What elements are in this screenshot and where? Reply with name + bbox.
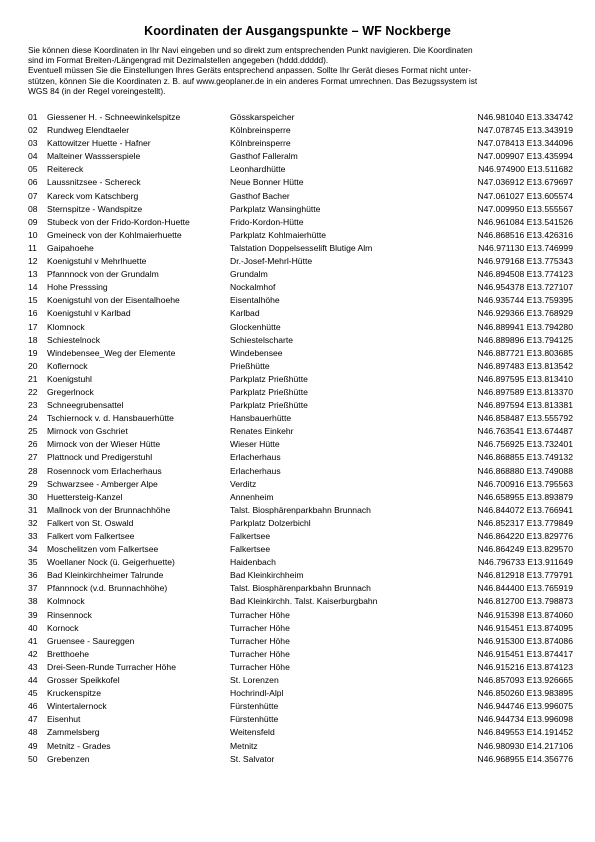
entry-location: Parkplatz Prießhütte bbox=[230, 386, 308, 397]
entry-coordinates: N46.850260 E13.983895 bbox=[477, 688, 573, 699]
list-item bbox=[28, 176, 573, 189]
entry-location: Parkplatz Kohlmaierhütte bbox=[230, 229, 327, 240]
list-item bbox=[28, 753, 573, 766]
entry-coordinates: N46.858487 E13.555792 bbox=[477, 413, 573, 424]
entry-name: Gruensee - Saureggen bbox=[47, 635, 135, 646]
entry-location: Windebensee bbox=[230, 347, 283, 358]
entry-location: Bad Kleinkirchh. Talst. Kaiserburgbahn bbox=[230, 596, 378, 607]
entry-name: Kareck vom Katschberg bbox=[47, 190, 139, 201]
entry-name: Huettersteig-Kanzel bbox=[47, 491, 123, 502]
entry-name: Bretthoehe bbox=[47, 648, 90, 659]
entry-location: Parkplatz Wansinghütte bbox=[230, 203, 321, 214]
entry-coordinates: N47.009950 E13.555567 bbox=[477, 203, 573, 214]
entry-name: Rosennock vom Erlacherhaus bbox=[47, 465, 162, 476]
entry-name: Rinsennock bbox=[47, 609, 92, 620]
entry-coordinates: N46.868880 E13.749088 bbox=[477, 465, 573, 476]
entry-name: Rundweg Elendtaeler bbox=[47, 125, 130, 136]
entry-location: Nockalmhof bbox=[230, 282, 276, 293]
entry-number: 39 bbox=[28, 609, 38, 620]
list-item bbox=[28, 242, 573, 255]
entry-name: Falkert von St. Oswald bbox=[47, 517, 134, 528]
list-item bbox=[28, 307, 573, 320]
entry-number: 04 bbox=[28, 151, 38, 162]
entry-location: Kölnbreinsperre bbox=[230, 125, 291, 136]
list-item bbox=[28, 569, 573, 582]
entry-coordinates: N46.979168 E13.775343 bbox=[477, 256, 573, 267]
entry-location: Grundalm bbox=[230, 269, 268, 280]
entry-name: Kattowitzer Huette - Hafner bbox=[47, 138, 151, 149]
list-item bbox=[28, 229, 573, 242]
entry-location: Turracher Höhe bbox=[230, 635, 290, 646]
entry-location: Fürstenhütte bbox=[230, 714, 279, 725]
entry-coordinates: N47.036912 E13.679697 bbox=[477, 177, 573, 188]
entry-location: Gösskarspeicher bbox=[230, 112, 295, 122]
entry-name: Woellaner Nock (ü. Geigerhuette) bbox=[47, 557, 175, 568]
entry-location: Eisentalhöhe bbox=[230, 295, 280, 306]
list-item bbox=[28, 556, 573, 569]
entry-number: 45 bbox=[28, 688, 38, 699]
entry-location: Prießhütte bbox=[230, 360, 270, 371]
entry-coordinates: N46.812700 E13.798873 bbox=[477, 596, 573, 607]
list-item bbox=[28, 124, 573, 137]
entry-coordinates: N46.961084 E13.541526 bbox=[477, 216, 573, 227]
entry-location: Talst. Biosphärenparkbahn Brunnach bbox=[230, 583, 371, 594]
entry-number: 28 bbox=[28, 465, 38, 476]
entry-name: Moschelitzen vom Falkertsee bbox=[47, 544, 159, 555]
entry-name: Bad Kleinkirchheimer Talrunde bbox=[47, 570, 164, 581]
entry-coordinates: N46.852317 E13.779849 bbox=[477, 517, 573, 528]
entry-location: Parkplatz Prießhütte bbox=[230, 400, 308, 411]
list-item bbox=[28, 334, 573, 347]
entry-name: Laussnitzsee - Schereck bbox=[47, 177, 141, 188]
entry-number: 15 bbox=[28, 295, 38, 306]
list-item bbox=[28, 321, 573, 334]
entry-coordinates: N46.889896 E13.794125 bbox=[477, 334, 573, 345]
entry-location: Turracher Höhe bbox=[230, 648, 290, 659]
entry-number: 31 bbox=[28, 504, 38, 515]
entry-number: 14 bbox=[28, 282, 38, 293]
list-item bbox=[28, 399, 573, 412]
entry-number: 02 bbox=[28, 125, 38, 136]
entry-location: Gasthof Falleralm bbox=[230, 151, 298, 162]
list-item bbox=[28, 451, 573, 464]
entry-name: Tschiernock v. d. Hansbauerhütte bbox=[47, 413, 174, 424]
list-item bbox=[28, 425, 573, 438]
entry-name: Windebensee_Weg der Elemente bbox=[47, 347, 176, 358]
entry-location: St. Salvator bbox=[230, 753, 275, 764]
intro-line: Sie können diese Koordinaten in Ihr Navi eingeben und so direkt zum entsprechenden Punkt navigieren. Die Koordinaten bbox=[28, 45, 473, 55]
entry-number: 41 bbox=[28, 635, 38, 646]
entry-location: Turracher Höhe bbox=[230, 609, 290, 620]
entry-name: Kruckenspitze bbox=[47, 688, 101, 699]
entry-number: 48 bbox=[28, 727, 38, 738]
intro-line: sind im Format Breiten-/Längengrad mit Dezimalstellen angegeben (hddd.ddddd). bbox=[28, 55, 329, 66]
entry-coordinates: N46.897594 E13.813381 bbox=[477, 400, 573, 411]
entry-name: Plattnock und Predigerstuhl bbox=[47, 452, 153, 463]
entry-coordinates: N46.980930 E14.217106 bbox=[477, 740, 573, 751]
entry-number: 13 bbox=[28, 269, 38, 280]
list-item bbox=[28, 635, 573, 648]
list-item bbox=[28, 294, 573, 307]
entry-number: 42 bbox=[28, 648, 38, 659]
entry-coordinates: N46.864249 E13.829570 bbox=[477, 544, 573, 555]
entry-number: 30 bbox=[28, 491, 38, 502]
list-item bbox=[28, 465, 573, 478]
entry-number: 22 bbox=[28, 386, 38, 397]
entry-location: Schiestelscharte bbox=[230, 334, 294, 345]
entry-number: 47 bbox=[28, 714, 38, 725]
entry-number: 49 bbox=[28, 740, 38, 751]
entry-number: 08 bbox=[28, 203, 38, 214]
entry-name: Eisenhut bbox=[47, 714, 81, 725]
entry-location: Weitensfeld bbox=[230, 727, 275, 738]
entry-name: Hohe Presssing bbox=[47, 282, 108, 293]
list-item bbox=[28, 661, 573, 674]
entry-coordinates: N46.796733 E13.911649 bbox=[478, 557, 573, 568]
entry-coordinates: N46.763541 E13.674487 bbox=[477, 426, 573, 437]
list-item bbox=[28, 255, 573, 268]
list-item bbox=[28, 478, 573, 491]
list-item bbox=[28, 740, 573, 753]
entry-number: 11 bbox=[28, 242, 37, 253]
entry-coordinates: N46.944734 E13.996098 bbox=[477, 714, 573, 725]
entry-coordinates: N46.894508 E13.774123 bbox=[477, 269, 573, 280]
entry-coordinates: N46.849553 E14.191452 bbox=[477, 727, 573, 738]
entry-location: Kölnbreinsperre bbox=[230, 138, 291, 149]
entry-name: Wintertalernock bbox=[47, 701, 107, 712]
entry-location: Gasthof Bacher bbox=[230, 190, 290, 201]
entry-location: Hochrindl-Alpl bbox=[230, 688, 284, 699]
list-item bbox=[28, 687, 573, 700]
entry-number: 50 bbox=[28, 753, 38, 764]
entry-number: 33 bbox=[28, 531, 38, 541]
entry-name: Koenigstuhl v Mehrlhuette bbox=[47, 256, 147, 267]
entry-coordinates: N46.700916 E13.795563 bbox=[477, 478, 573, 489]
entry-location: Frido-Kordon-Hütte bbox=[230, 216, 304, 227]
entry-location: Bad Kleinkirchheim bbox=[230, 570, 304, 581]
entry-number: 24 bbox=[28, 413, 38, 424]
entry-number: 32 bbox=[28, 517, 38, 528]
entry-coordinates: N46.868855 E13.749132 bbox=[477, 452, 573, 463]
entry-name: Kornock bbox=[47, 622, 79, 633]
entry-number: 23 bbox=[28, 400, 38, 411]
entry-name: Koenigstuhl von der Eisentalhoehe bbox=[47, 295, 180, 306]
entry-coordinates: N46.887721 E13.803685 bbox=[477, 347, 573, 358]
entry-coordinates: N46.844072 E13.766941 bbox=[477, 504, 573, 515]
entry-number: 46 bbox=[28, 701, 38, 712]
entry-location: Neue Bonner Hütte bbox=[230, 177, 304, 188]
entry-location: Falkertsee bbox=[230, 544, 271, 555]
entry-coordinates: N46.915216 E13.874123 bbox=[477, 661, 573, 672]
entry-number: 16 bbox=[28, 308, 38, 319]
entry-name: Reitereck bbox=[47, 164, 84, 175]
entry-coordinates: N46.897595 E13.813410 bbox=[477, 373, 573, 384]
entry-location: Falkertsee bbox=[230, 531, 271, 541]
list-item bbox=[28, 438, 573, 451]
entry-name: Sternspitze - Wandspitze bbox=[47, 203, 143, 214]
entry-name: Mallnock von der Brunnachhöhe bbox=[47, 504, 171, 515]
entry-name: Pfannnock (v.d. Brunnachhöhe) bbox=[47, 583, 168, 594]
entry-location: Wieser Hütte bbox=[230, 439, 280, 450]
list-item bbox=[28, 504, 573, 517]
entry-coordinates: N46.868516 E13.426316 bbox=[477, 229, 573, 240]
entry-number: 44 bbox=[28, 675, 38, 686]
entry-location: Leonhardhütte bbox=[230, 164, 286, 175]
list-item bbox=[28, 268, 573, 281]
entry-number: 19 bbox=[28, 347, 38, 358]
entry-coordinates: N46.897589 E13.813370 bbox=[477, 386, 573, 397]
list-item bbox=[28, 595, 573, 608]
entry-location: Glockenhütte bbox=[230, 321, 281, 332]
coordinate-list bbox=[28, 111, 573, 766]
entry-coordinates: N46.929366 E13.768929 bbox=[477, 308, 573, 319]
entry-coordinates: N47.061027 E13.605574 bbox=[477, 190, 573, 201]
entry-number: 05 bbox=[28, 164, 38, 175]
entry-name: Zammelsberg bbox=[47, 727, 100, 738]
list-item bbox=[28, 412, 573, 425]
entry-number: 20 bbox=[28, 360, 38, 371]
list-item bbox=[28, 543, 573, 556]
list-item bbox=[28, 347, 573, 360]
entry-name: Falkert vom Falkertsee bbox=[47, 531, 135, 541]
entry-number: 21 bbox=[28, 373, 38, 384]
entry-location: Talst. Biosphärenparkbahn Brunnach bbox=[230, 504, 371, 515]
entry-location: Haidenbach bbox=[230, 557, 276, 568]
entry-number: 03 bbox=[28, 138, 38, 149]
intro-line: Eventuell müssen Sie die Einstellungen Ihres Geräts entsprechend anpassen. Sollte Ihr Gerät dieses Format nicht unter- bbox=[28, 65, 472, 76]
entry-coordinates: N46.658955 E13.893879 bbox=[477, 491, 573, 502]
entry-number: 26 bbox=[28, 439, 38, 450]
list-item bbox=[28, 111, 573, 124]
entry-location: Erlacherhaus bbox=[230, 465, 281, 476]
entry-number: 43 bbox=[28, 661, 38, 672]
entry-number: 17 bbox=[28, 321, 38, 332]
list-item bbox=[28, 517, 573, 530]
entry-name: Mirnock von Gschriet bbox=[47, 426, 128, 437]
entry-coordinates: N47.009907 E13.435994 bbox=[477, 151, 573, 162]
entry-location: Verditz bbox=[230, 478, 257, 489]
entry-coordinates: N46.974900 E13.511682 bbox=[478, 164, 573, 175]
entry-location: Karlbad bbox=[230, 308, 260, 319]
entry-location: Renates Einkehr bbox=[230, 426, 294, 437]
intro-line: stützen, können Sie die Koordinaten z. B. auf www.geoplaner.de in ein anderes Format umrechnen. Das Bezugssystem ist bbox=[28, 75, 478, 86]
list-item bbox=[28, 386, 573, 399]
entry-coordinates: N46.968955 E14.356776 bbox=[477, 753, 573, 764]
entry-coordinates: N46.981040 E13.334742 bbox=[477, 112, 573, 122]
list-item bbox=[28, 150, 573, 163]
entry-name: Gregerlnock bbox=[47, 386, 94, 397]
entry-location: Hansbauerhütte bbox=[230, 413, 292, 424]
list-item bbox=[28, 203, 573, 216]
entry-name: Metnitz - Grades bbox=[47, 740, 111, 751]
entry-name: Grebenzen bbox=[47, 753, 90, 764]
entry-name: Drei-Seen-Runde Turracher Höhe bbox=[47, 661, 176, 672]
entry-name: Schneegrubensattel bbox=[47, 400, 124, 411]
entry-number: 10 bbox=[28, 229, 38, 240]
entry-number: 29 bbox=[28, 478, 38, 489]
entry-name: Schiestelnock bbox=[47, 334, 101, 345]
entry-coordinates: N46.935744 E13.759395 bbox=[477, 295, 573, 306]
entry-number: 40 bbox=[28, 622, 38, 633]
entry-location: Parkplatz Prießhütte bbox=[230, 373, 308, 384]
entry-number: 25 bbox=[28, 426, 38, 437]
list-item bbox=[28, 491, 573, 504]
entry-name: Schwarzsee - Amberger Alpe bbox=[47, 478, 158, 489]
entry-location: Erlacherhaus bbox=[230, 452, 281, 463]
entry-name: Gmeineck von der Kohlmaierhuette bbox=[47, 229, 182, 240]
list-item bbox=[28, 700, 573, 713]
list-item bbox=[28, 648, 573, 661]
entry-location: St. Lorenzen bbox=[230, 675, 279, 686]
intro-line: WGS 84 (in der Regel voreingestellt). bbox=[28, 85, 166, 96]
entry-number: 06 bbox=[28, 177, 38, 188]
list-item bbox=[28, 190, 573, 203]
entry-location: Fürstenhütte bbox=[230, 701, 279, 712]
entry-name: Mirnock von der Wieser Hütte bbox=[47, 439, 161, 450]
list-item bbox=[28, 609, 573, 622]
entry-number: 36 bbox=[28, 570, 38, 581]
entry-number: 12 bbox=[28, 256, 38, 267]
entry-number: 07 bbox=[28, 190, 38, 201]
entry-coordinates: N46.812918 E13.779791 bbox=[477, 570, 573, 581]
entry-number: 34 bbox=[28, 544, 38, 555]
entry-location: Annenheim bbox=[230, 491, 274, 502]
list-item bbox=[28, 281, 573, 294]
entry-coordinates: N47.078745 E13.343919 bbox=[477, 125, 573, 136]
entry-coordinates: N46.954378 E13.727107 bbox=[477, 282, 573, 293]
list-item bbox=[28, 582, 573, 595]
list-item bbox=[28, 163, 573, 176]
entry-coordinates: N46.915451 E13.874095 bbox=[477, 622, 573, 633]
entry-number: 38 bbox=[28, 596, 38, 607]
entry-coordinates: N47.078413 E13.344096 bbox=[477, 138, 573, 149]
entry-coordinates: N46.756925 E13.732401 bbox=[477, 439, 573, 450]
entry-coordinates: N46.889941 E13.794280 bbox=[477, 321, 573, 332]
entry-number: 35 bbox=[28, 557, 38, 568]
entry-number: 01 bbox=[28, 112, 38, 122]
entry-coordinates: N46.897483 E13.813542 bbox=[477, 360, 573, 371]
intro-text bbox=[28, 45, 573, 96]
entry-name: Gaipahoehe bbox=[47, 242, 94, 253]
entry-coordinates: N46.971130 E13.746999 bbox=[478, 242, 573, 253]
entry-coordinates: N46.915398 E13.874060 bbox=[477, 609, 573, 620]
entry-name: Koflernock bbox=[47, 360, 88, 371]
entry-coordinates: N46.864220 E13.829776 bbox=[477, 531, 573, 541]
entry-name: Koenigstuhl v Karlbad bbox=[47, 308, 131, 319]
entry-name: Giessener H. - Schneewinkelspitze bbox=[47, 112, 181, 122]
entry-number: 27 bbox=[28, 452, 38, 463]
list-item bbox=[28, 726, 573, 739]
entry-location: Dr.-Josef-Mehrl-Hütte bbox=[230, 256, 313, 267]
list-item bbox=[28, 137, 573, 150]
entry-coordinates: N46.857093 E13.926665 bbox=[477, 675, 573, 686]
entry-number: 09 bbox=[28, 216, 38, 227]
entry-location: Metnitz bbox=[230, 740, 258, 751]
entry-location: Turracher Höhe bbox=[230, 622, 290, 633]
entry-coordinates: N46.915300 E13.874086 bbox=[477, 635, 573, 646]
entry-location: Parkplatz Dolzerbichl bbox=[230, 517, 311, 528]
entry-coordinates: N46.844400 E13.765919 bbox=[477, 583, 573, 594]
list-item bbox=[28, 530, 573, 543]
entry-name: Malteiner Wassserspiele bbox=[47, 151, 141, 162]
entry-location: Turracher Höhe bbox=[230, 661, 290, 672]
list-item bbox=[28, 373, 573, 386]
entry-number: 37 bbox=[28, 583, 38, 594]
entry-name: Koenigstuhl bbox=[47, 373, 92, 384]
list-item bbox=[28, 713, 573, 726]
entry-name: Grosser Speikkofel bbox=[47, 675, 120, 686]
entry-location: Talstation Doppelsesselift Blutige Alm bbox=[230, 242, 373, 253]
list-item bbox=[28, 360, 573, 373]
entry-name: Klomnock bbox=[47, 321, 85, 332]
entry-name: Kolmnock bbox=[47, 596, 85, 607]
entry-number: 18 bbox=[28, 334, 38, 345]
list-item bbox=[28, 216, 573, 229]
entry-coordinates: N46.944746 E13.996075 bbox=[477, 701, 573, 712]
entry-name: Pfannnock von der Grundalm bbox=[47, 269, 159, 280]
list-item bbox=[28, 622, 573, 635]
list-item bbox=[28, 674, 573, 687]
page-title: Koordinaten der Ausgangspunkte – WF Nockberge bbox=[144, 24, 451, 38]
entry-name: Stubeck von der Frido-Kordon-Huette bbox=[47, 216, 190, 227]
entry-coordinates: N46.915451 E13.874417 bbox=[477, 648, 573, 659]
